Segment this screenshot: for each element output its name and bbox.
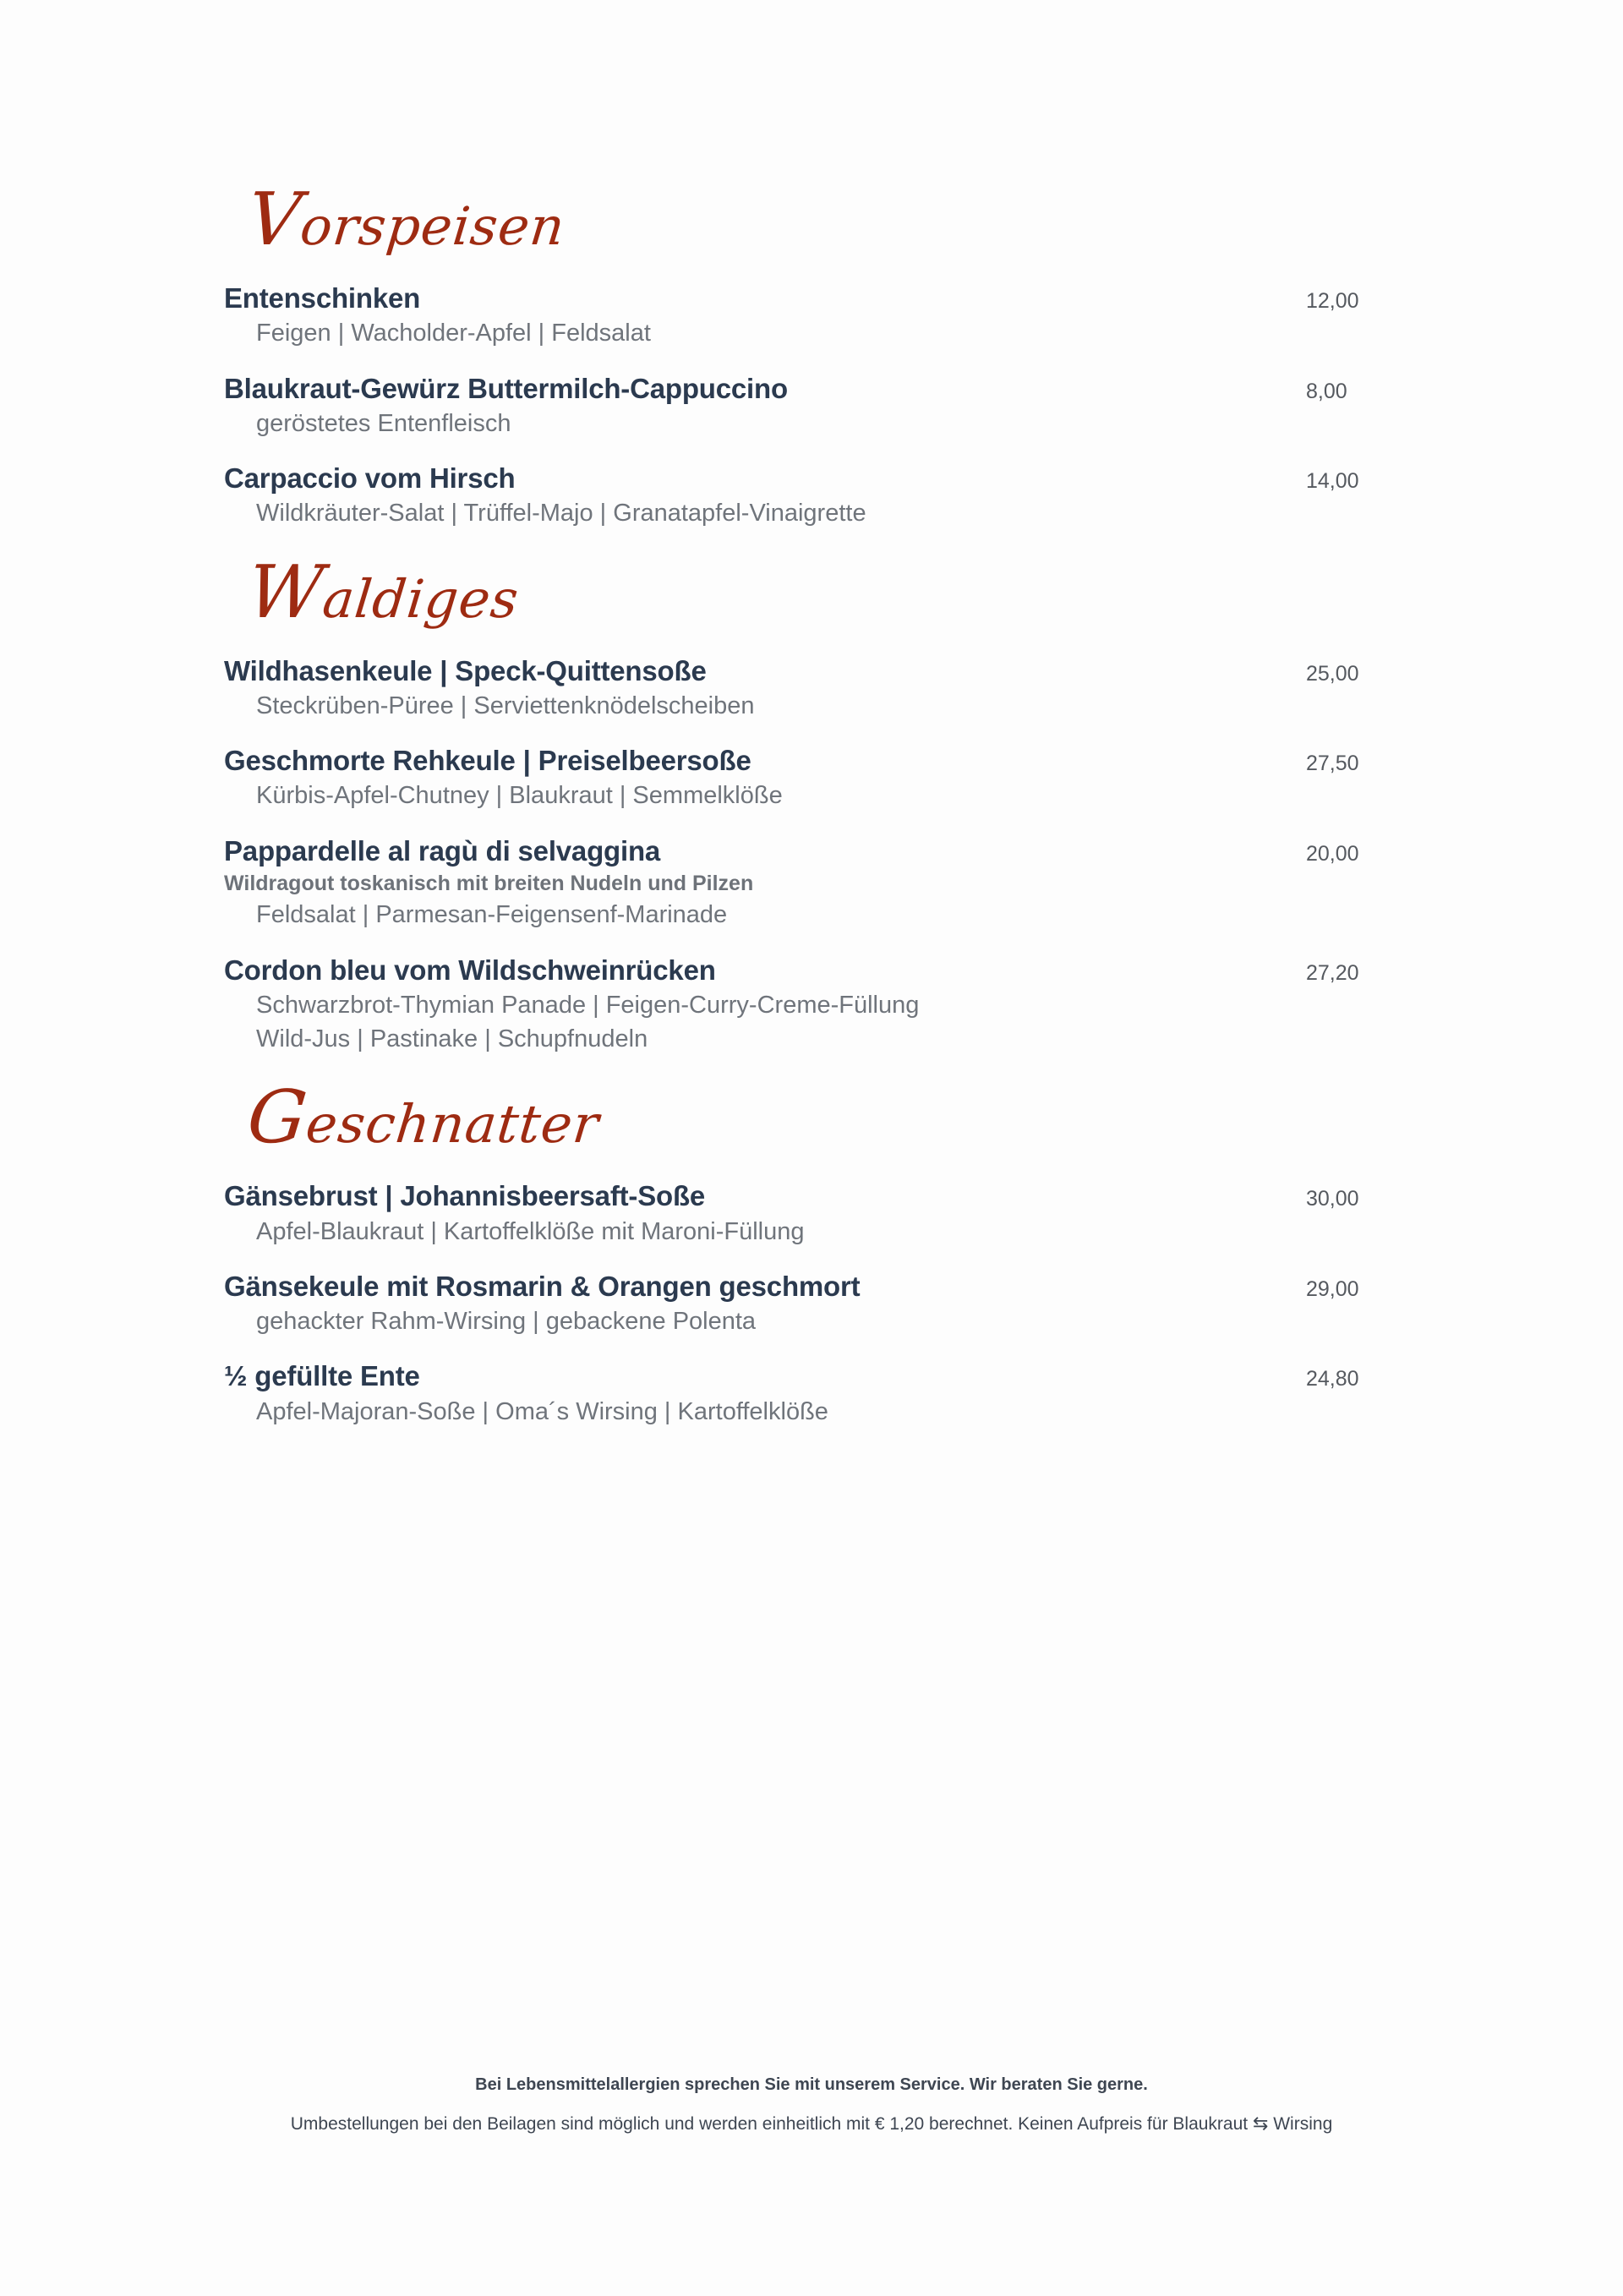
substitution-note [0, 2113, 1623, 2135]
menu-item-description: geröstetes Entenfleisch [256, 409, 511, 437]
menu-item-subtitle: Wildragout toskanisch mit breiten Nudeln und Pilzen [224, 871, 754, 895]
menu-item-name: Carpaccio vom Hirsch [224, 462, 516, 495]
menu-footer [0, 2075, 1623, 2135]
menu-item-price: 24,80 [1306, 1367, 1359, 1391]
section-heading-vorspeisen [243, 178, 1410, 262]
section-heading-initial: G [243, 1075, 312, 1161]
menu-item-name: Entenschinken [224, 282, 421, 314]
menu-item-description: Feldsalat | Parmesan-Feigensenf-Marinade [256, 901, 728, 929]
substitution-note-part2: Wirsing [1268, 2114, 1333, 2134]
menu-item-name: Geschmorte Rehkeule | Preiselbeersoße [224, 745, 751, 777]
menu-item [224, 282, 1407, 350]
menu-item-text [224, 654, 1306, 723]
menu-item-name: Pappardelle al ragù di selvaggina [224, 834, 661, 866]
menu-item-description: Apfel-Blaukraut | Kartoffelklöße mit Maroni-Füllung [256, 1217, 805, 1245]
menu-item-list [224, 654, 1407, 1056]
menu-item [224, 1270, 1407, 1338]
menu-item [224, 744, 1407, 812]
menu-section-waldiges [224, 549, 1407, 1056]
menu-item-price: 14,00 [1306, 469, 1359, 494]
menu-item [224, 462, 1407, 530]
section-heading-geschnatter [243, 1075, 1410, 1161]
menu-item-text [224, 744, 1306, 812]
menu-item-text [224, 1359, 1306, 1428]
menu-section-geschnatter [224, 1075, 1407, 1428]
menu-item [224, 1359, 1407, 1428]
section-heading-waldiges [243, 549, 1410, 635]
menu-item [224, 1179, 1407, 1248]
menu-item-text [224, 462, 1306, 530]
menu-item-name: Gänsekeule mit Rosmarin & Orangen geschmort [224, 1270, 861, 1302]
menu-item-price: 30,00 [1306, 1187, 1359, 1211]
section-heading-initial: W [243, 549, 329, 635]
menu-content [224, 178, 1407, 1465]
swap-icon: ⇆ [1252, 2113, 1269, 2135]
menu-item-text [224, 1270, 1306, 1338]
menu-item-name: Cordon bleu vom Wildschweinrücken [224, 954, 716, 986]
menu-item-text [224, 372, 1306, 440]
menu-item-price: 20,00 [1306, 841, 1359, 866]
menu-item-description: Apfel-Majoran-Soße | Oma´s Wirsing | Kartoffelklöße [256, 1397, 828, 1425]
menu-item-text [224, 282, 1306, 350]
menu-item-description-line2: Wild-Jus | Pastinake | Schupfnudeln [256, 1025, 648, 1053]
menu-item [224, 954, 1407, 1056]
section-heading-rest: aldiges [320, 567, 522, 630]
menu-item-description: gehackter Rahm-Wirsing | gebackene Polenta [256, 1308, 757, 1336]
menu-item [224, 372, 1407, 440]
menu-item-price: 27,20 [1306, 960, 1359, 985]
allergy-note: Bei Lebensmittelallergien sprechen Sie mit unserem Service. Wir beraten Sie gerne. [475, 2075, 1148, 2094]
menu-item-price: 12,00 [1306, 289, 1359, 313]
section-heading-rest: eschnatter [303, 1093, 603, 1156]
menu-item [224, 834, 1407, 932]
menu-item-price: 29,00 [1306, 1276, 1359, 1301]
menu-item-description: Feigen | Wacholder-Apfel | Feldsalat [256, 320, 651, 347]
menu-section-vorspeisen [224, 178, 1407, 530]
menu-item-price: 8,00 [1306, 379, 1347, 403]
menu-item-name: ½ gefüllte Ente [224, 1360, 420, 1392]
menu-item-price: 27,50 [1306, 752, 1359, 776]
section-heading-rest: orspeisen [297, 195, 569, 257]
menu-item-text [224, 1179, 1306, 1248]
menu-item-text [224, 954, 1306, 1056]
menu-item-price: 25,00 [1306, 661, 1359, 686]
menu-item-description: Schwarzbrot-Thymian Panade | Feigen-Curry-Creme-Füllung [256, 991, 920, 1019]
menu-item-list [224, 282, 1407, 530]
menu-item-description: Wildkräuter-Salat | Trüffel-Majo | Granatapfel-Vinaigrette [256, 500, 866, 528]
menu-item-description: Kürbis-Apfel-Chutney | Blaukraut | Semmelklöße [256, 782, 783, 810]
section-heading-initial: V [243, 178, 306, 262]
menu-item-text [224, 834, 1306, 932]
menu-item [224, 654, 1407, 723]
menu-item-name: Blaukraut-Gewürz Buttermilch-Cappuccino [224, 372, 788, 404]
substitution-note-part1: Umbestellungen bei den Beilagen sind möglich und werden einheitlich mit € 1,20 berechnet. Keinen Aufpreis für Blaukraut [290, 2114, 1253, 2134]
menu-item-name: Wildhasenkeule | Speck-Quittensoße [224, 654, 707, 686]
menu-item-name: Gänsebrust | Johannisbeersaft-Soße [224, 1180, 706, 1212]
menu-item-list [224, 1179, 1407, 1428]
menu-item-description: Steckrüben-Püree | Serviettenknödelscheiben [256, 692, 755, 719]
